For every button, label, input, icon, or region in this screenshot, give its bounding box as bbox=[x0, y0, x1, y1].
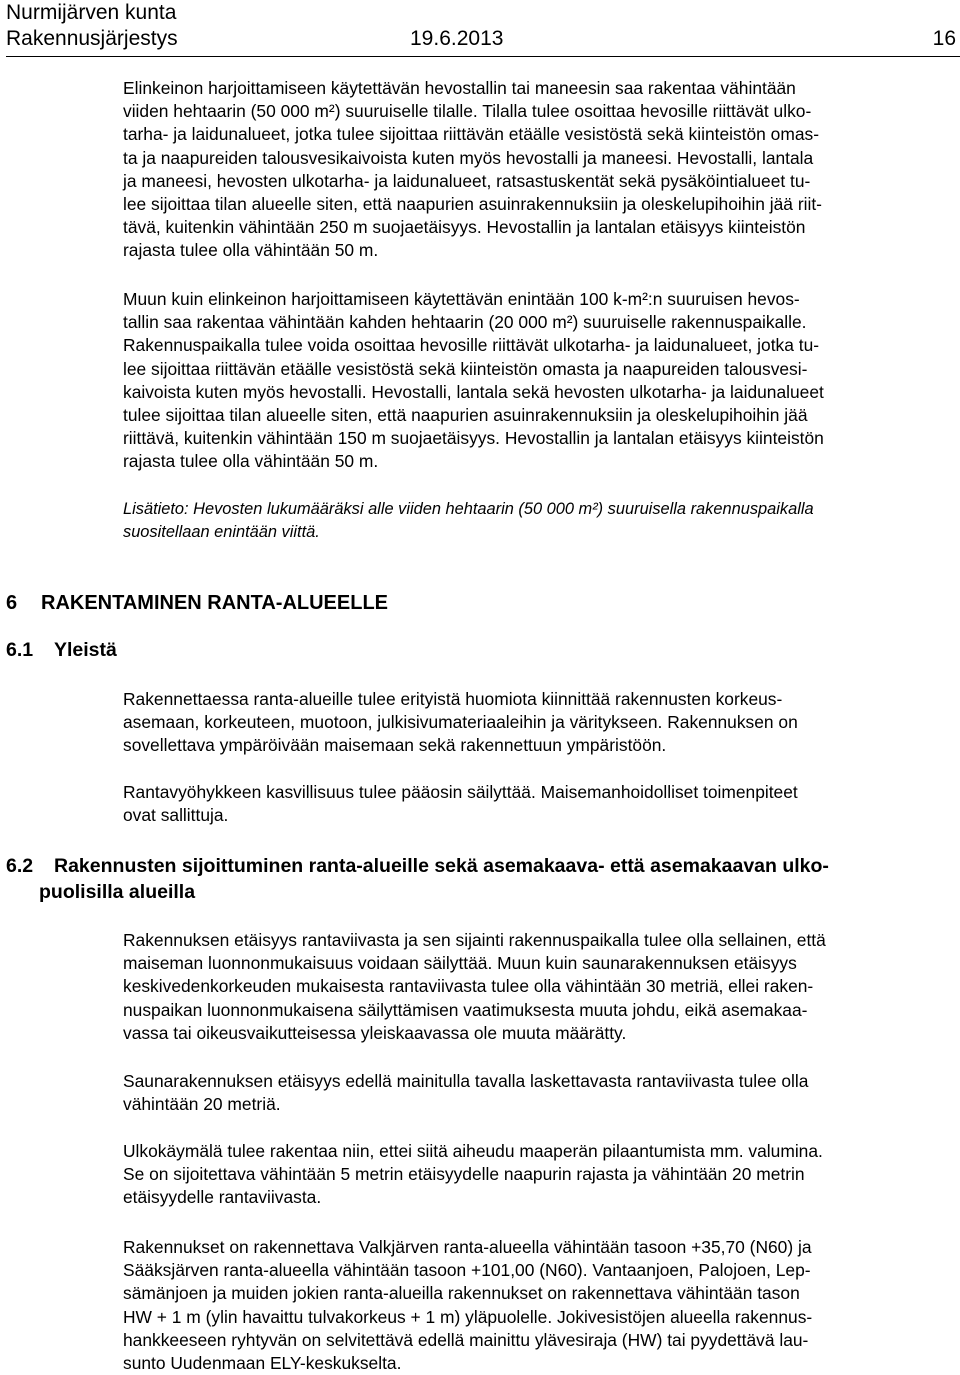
section-title-line-2: puolisilla alueilla bbox=[39, 881, 196, 903]
text-line: riittävä, kuitenkin vähintään 150 m suojaetäisyys. Hevostallin ja lantalan etäisyys kiinteistön bbox=[123, 428, 824, 449]
text-line: etäisyydelle rantaviivasta. bbox=[123, 1187, 322, 1208]
text-line: Muun kuin elinkeinon harjoittamiseen käytettävän enintään 100 k-m²:n suuruisen hevos- bbox=[123, 289, 800, 309]
text-line: Se on sijoitettava vähintään 5 metrin etäisyydelle naapurin rajasta ja vähintään 20 metrin bbox=[123, 1164, 805, 1185]
text-line: Elinkeinon harjoittamiseen käytettävän hevostallin tai maneesin saa rakentaa vähintään bbox=[123, 78, 796, 98]
header-organization: Nurmijärven kunta bbox=[6, 1, 177, 24]
text-line: viiden hehtaarin (50 000 m²) suuruiselle tilalle. Tilalla tulee osoittaa hevosille riittävät ulko- bbox=[123, 101, 812, 122]
paragraph-shore-vegetation bbox=[123, 781, 958, 827]
text-line: vassa tai oikeusvaikutteisessa yleiskaavassa ole muuta määrätty. bbox=[123, 1022, 627, 1043]
text-line: sämänjoen ja muiden jokien ranta-alueilla rakennukset on rakennettava vähintään tason bbox=[123, 1283, 800, 1304]
paragraph-flood-levels bbox=[123, 1236, 958, 1375]
text-line: tallin saa rakentaa vähintään kahden hehtaarin (20 000 m²) suuruiselle rakennuspaikalle. bbox=[123, 312, 807, 333]
text-line: tulee sijoittaa tilan alueelle siten, että naapurien asuinrakennuksiin ja oleskelupihoihin jää bbox=[123, 405, 808, 426]
paragraph-private-stable bbox=[123, 288, 958, 474]
text-line: tarha- ja laidunalueet, jotka tulee sijoittaa riittävän etäälle vesistöstä sekä kiinteistön omas- bbox=[123, 124, 819, 145]
text-line: kaivoista kuten myös hevostalli. Hevostalli, lantala sekä hevosten ulkotarha- ja laidunalueet bbox=[123, 381, 824, 402]
text-line: ja maneesi, hevosten ulkotarha- ja laidunalueet, ratsastuskentät sekä pysäköintialueet tu- bbox=[123, 170, 811, 191]
text-line: hankkeeseen ryhtyvän on selvitettävä edellä mainittu ylävesiraja (HW) tai pyydettävä lau- bbox=[123, 1329, 809, 1350]
paragraph-sauna-distance bbox=[123, 1070, 958, 1116]
text-line: rajasta tulee olla vähintään 50 m. bbox=[123, 240, 379, 261]
text-line: HW + 1 m (ylin havaittu tulvakorkeus + 1 m) yläpuolelle. Jokivesistöjen alueella rakennus- bbox=[123, 1306, 813, 1327]
text-line: lee sijoittaa riittävän etäälle vesistöstä sekä kiinteistön omasta ja naapureiden talousvesi- bbox=[123, 358, 808, 379]
text-line: sunto Uudenmaan ELY-keskukselta. bbox=[123, 1353, 402, 1374]
section-number: 6.1 bbox=[6, 639, 34, 661]
text-line: nuspaikan luonnonmukaisena säilyttämisen vaatimuksesta muuta johdu, eikä asemakaa- bbox=[123, 999, 808, 1020]
text-line: Saunarakennuksen etäisyys edellä mainitulla tavalla laskettavasta rantaviivasta tulee olla bbox=[123, 1071, 809, 1091]
text-line: suositellaan enintään viittä. bbox=[123, 523, 320, 542]
section-title-line-1: Rakennusten sijoittuminen ranta-alueille sekä asemakaava- että asemakaavan ulko- bbox=[54, 855, 829, 877]
text-line: Ulkokäymälä tulee rakentaa niin, ettei siitä aiheudu maaperän pilaantumista mm. valumina. bbox=[123, 1141, 823, 1161]
header-row bbox=[6, 26, 956, 52]
text-line: Rakennukset on rakennettava Valkjärven ranta-alueella vähintään tasoon +35,70 (N60) ja bbox=[123, 1237, 812, 1257]
text-line: ta ja naapureiden talousvesikaivoista kuten myös hevostalli ja maneesi. Hevostalli, lantala bbox=[123, 147, 814, 168]
paragraph-shore-construction bbox=[123, 688, 958, 758]
text-line: Rantavyöhykkeen kasvillisuus tulee pääosin säilyttää. Maisemanhoidolliset toimenpiteet bbox=[123, 782, 798, 802]
text-line: tävä, kuitenkin vähintään 250 m suojaetäisyys. Hevostallin ja lantalan etäisyys kiinteistön bbox=[123, 217, 806, 238]
text-line: Rakennettaessa ranta-alueille tulee erityistä huomiota kiinnittää rakennusten korkeus- bbox=[123, 689, 783, 709]
section-title: RAKENTAMINEN RANTA-ALUEELLE bbox=[41, 592, 389, 614]
text-line: sovellettava ympäröivään maisemaan sekä rakennettuun ympäristöön. bbox=[123, 735, 667, 756]
header-date: 19.6.2013 bbox=[410, 27, 504, 50]
text-line: lee sijoittaa tilan alueelle siten, että naapurien asuinrakennuksiin ja oleskelupihoihin jää riit- bbox=[123, 194, 822, 215]
text-line: vähintään 20 metriä. bbox=[123, 1094, 281, 1115]
text-line: Rakennuspaikalla tulee voida osoittaa hevosille riittävät ulkotarha- ja laidunalueet, jotka tu- bbox=[123, 335, 820, 356]
section-number: 6.2 bbox=[6, 855, 34, 877]
section-heading-6-2 bbox=[6, 853, 829, 905]
text-line: ovat sallittuja. bbox=[123, 805, 229, 826]
note-additional-info bbox=[123, 498, 958, 544]
text-line: asemaan, korkeuteen, muotoon, julkisivumateriaaleihin ja väritykseen. Rakennuksen on bbox=[123, 712, 798, 733]
header-document-title: Rakennusjärjestys bbox=[6, 27, 178, 50]
text-line: rajasta tulee olla vähintään 50 m. bbox=[123, 451, 379, 472]
paragraph-commercial-stable bbox=[123, 77, 958, 263]
text-line: Rakennuksen etäisyys rantaviivasta ja sen sijainti rakennuspaikalla tulee olla sellainen, että bbox=[123, 930, 826, 950]
text-line: Sääksjärven ranta-alueella vähintään tasoon +101,00 (N60). Vantaanjoen, Palojoen, Lep- bbox=[123, 1260, 811, 1281]
page-header bbox=[6, 0, 956, 52]
text-line: maiseman luonnonmukaisuus voidaan säilyttää. Muun kuin saunarakennuksen etäisyys bbox=[123, 953, 797, 974]
paragraph-outhouse bbox=[123, 1140, 958, 1210]
section-heading-6 bbox=[6, 590, 388, 616]
text-line: Lisätieto: Hevosten lukumääräksi alle viiden hehtaarin (50 000 m²) suuruisella rakennuspaikalla bbox=[123, 500, 814, 518]
section-heading-6-1 bbox=[6, 637, 117, 663]
section-number: 6 bbox=[6, 592, 18, 614]
text-line: keskivedenkorkeuden mukaisesta rantaviivasta tulee olla vähintään 30 metriä, ellei raken- bbox=[123, 976, 814, 997]
paragraph-shore-distance bbox=[123, 929, 958, 1045]
section-title: Yleistä bbox=[54, 639, 117, 661]
header-divider bbox=[6, 56, 960, 57]
header-page-number: 16 bbox=[932, 27, 956, 50]
